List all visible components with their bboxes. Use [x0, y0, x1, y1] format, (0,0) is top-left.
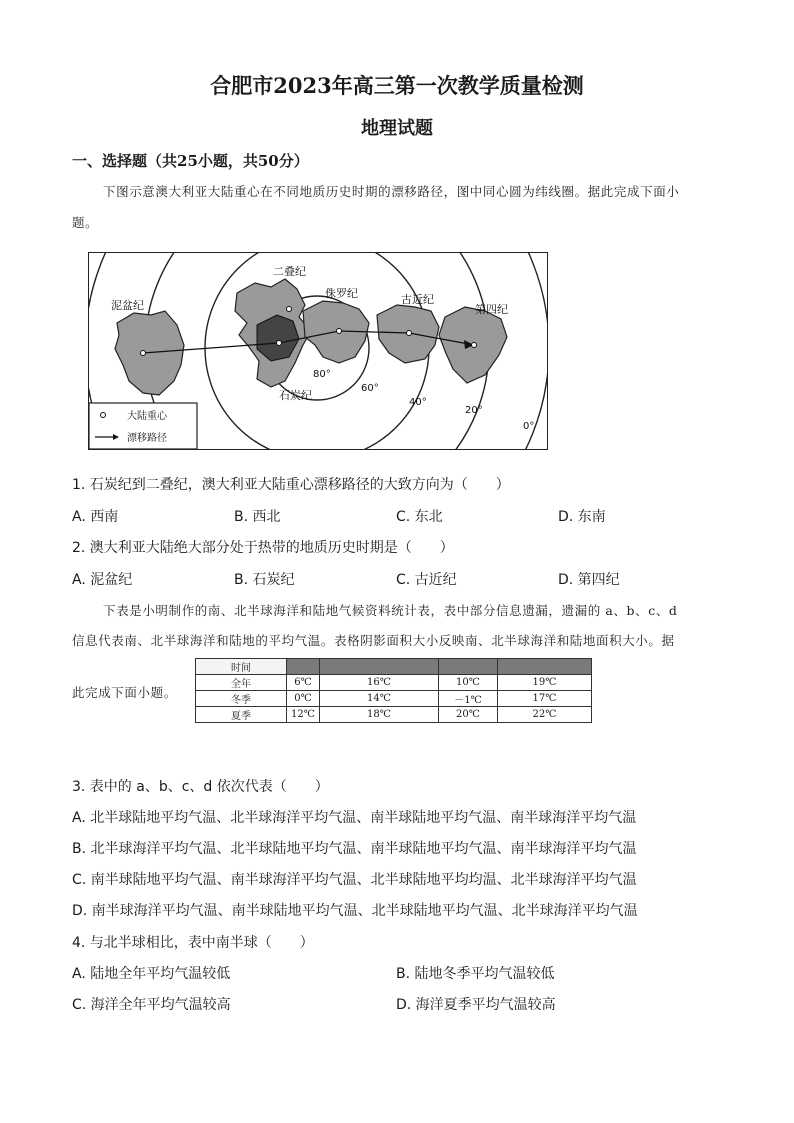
q2-stem: 2. 澳大利亚大陆绝大部分处于热带的地质历史时期是（ ）: [72, 540, 454, 556]
table-cell: 20℃: [439, 707, 498, 723]
table-header-label: 时间: [196, 659, 287, 675]
q4-option-b[interactable]: B. 陆地冬季平均气温较低: [396, 966, 555, 982]
q4-option-c[interactable]: C. 海洋全年平均气温较高: [72, 997, 231, 1013]
table-cell: 12℃: [287, 707, 320, 723]
drift-map-figure: [88, 252, 548, 450]
intro1-line2: 题。: [72, 215, 99, 230]
center-paleogene: [407, 331, 412, 336]
intro2-line3: 此完成下面小题。: [72, 685, 177, 700]
table-row: [196, 707, 592, 723]
table-row-label: 全年: [196, 675, 287, 691]
q1-option-c[interactable]: C. 东北: [396, 509, 443, 525]
q3-option-b[interactable]: B. 北半球海洋平均气温、北半球陆地平均气温、南半球陆地平均气温、南半球海洋平均气温: [72, 841, 637, 857]
intro1-line1: 下图示意澳大利亚大陆重心在不同地质历史时期的漂移路径，图中同心圆为纬线圈。据此完成下面小: [103, 184, 680, 199]
q1-option-a[interactable]: A. 西南: [72, 509, 119, 525]
q3-option-a[interactable]: A. 北半球陆地平均气温、北半球海洋平均气温、南半球陆地平均气温、南半球海洋平均气温: [72, 810, 637, 826]
center-permian: [287, 307, 292, 312]
lat-label-0: 0°: [523, 421, 535, 432]
q2-option-c[interactable]: C. 古近纪: [396, 572, 457, 588]
table-cell: 22℃: [498, 707, 592, 723]
label-quaternary: 第四纪: [475, 303, 508, 316]
table-cell: 0℃: [287, 691, 320, 707]
q1-stem: 1. 石炭纪到二叠纪，澳大利亚大陆重心漂移路径的大致方向为（ ）: [72, 477, 510, 493]
center-jurassic: [337, 329, 342, 334]
q2-option-a[interactable]: A. 泥盆纪: [72, 572, 133, 588]
table-header-a: [287, 659, 320, 675]
table-cell: 17℃: [498, 691, 592, 707]
q3-option-c[interactable]: C. 南半球陆地平均气温、南半球海洋平均气温、北半球陆地平均均温、北半球海洋平均气温: [72, 872, 637, 888]
table-cell: 10℃: [439, 675, 498, 691]
label-jurassic: 侏罗纪: [325, 287, 358, 300]
q2-option-d[interactable]: D. 第四纪: [558, 572, 620, 588]
center-devonian: [141, 351, 146, 356]
intro2-line2: 信息代表南、北半球海洋和陆地的平均气温。表格阴影面积大小反映南、北半球海洋和陆地面积大小。据: [72, 633, 675, 648]
center-carboniferous: [277, 341, 282, 346]
table-header-d: [498, 659, 592, 675]
page-title: 合肥市2023年高三第一次教学质量检测: [210, 73, 584, 98]
table-cell: 19℃: [498, 675, 592, 691]
lat-label-80: 80°: [313, 369, 331, 380]
table-row-label: 冬季: [196, 691, 287, 707]
legend-path-label: 漂移路径: [127, 433, 167, 444]
lat-label-60: 60°: [361, 383, 379, 394]
table-cell: 18℃: [320, 707, 439, 723]
table-cell: 14℃: [320, 691, 439, 707]
table-header-row: [196, 659, 592, 675]
q4-stem: 4. 与北半球相比，表中南半球（ ）: [72, 935, 314, 951]
table-row: [196, 675, 592, 691]
lat-label-40: 40°: [409, 397, 427, 408]
legend-center-symbol: [101, 413, 106, 418]
q4-option-d[interactable]: D. 海洋夏季平均气温较高: [396, 997, 556, 1013]
table-cell: －1℃: [439, 691, 498, 707]
label-devonian: 泥盆纪: [111, 299, 144, 312]
page-subtitle: 地理试题: [361, 118, 433, 139]
q1-option-d[interactable]: D. 东南: [558, 509, 606, 525]
center-quaternary: [472, 343, 477, 348]
table-header-b: [320, 659, 439, 675]
q4-option-a[interactable]: A. 陆地全年平均气温较低: [72, 966, 231, 982]
label-paleogene: 古近纪: [401, 293, 434, 306]
legend-center-label: 大陆重心: [127, 411, 167, 422]
table-header-c: [439, 659, 498, 675]
table-cell: 16℃: [320, 675, 439, 691]
intro2-line1: 下表是小明制作的南、北半球海洋和陆地气候资料统计表，表中部分信息遗漏，遗漏的 a、b、c、d: [103, 603, 678, 618]
q3-stem: 3. 表中的 a、b、c、d 依次代表（ ）: [72, 779, 329, 795]
climate-table: [195, 658, 592, 723]
label-carboniferous: 石炭纪: [279, 389, 312, 402]
drift-map-svg: [89, 253, 547, 449]
q3-option-d[interactable]: D. 南半球海洋平均气温、南半球陆地平均气温、北半球陆地平均气温、北半球海洋平均气温: [72, 903, 638, 919]
section-heading: 一、选择题（共25小题，共50分）: [72, 152, 309, 170]
table-row: [196, 691, 592, 707]
lat-label-20: 20°: [465, 405, 483, 416]
table-row-label: 夏季: [196, 707, 287, 723]
table-cell: 6℃: [287, 675, 320, 691]
q1-option-b[interactable]: B. 西北: [234, 509, 281, 525]
q2-option-b[interactable]: B. 石炭纪: [234, 572, 295, 588]
label-permian: 二叠纪: [273, 265, 306, 278]
